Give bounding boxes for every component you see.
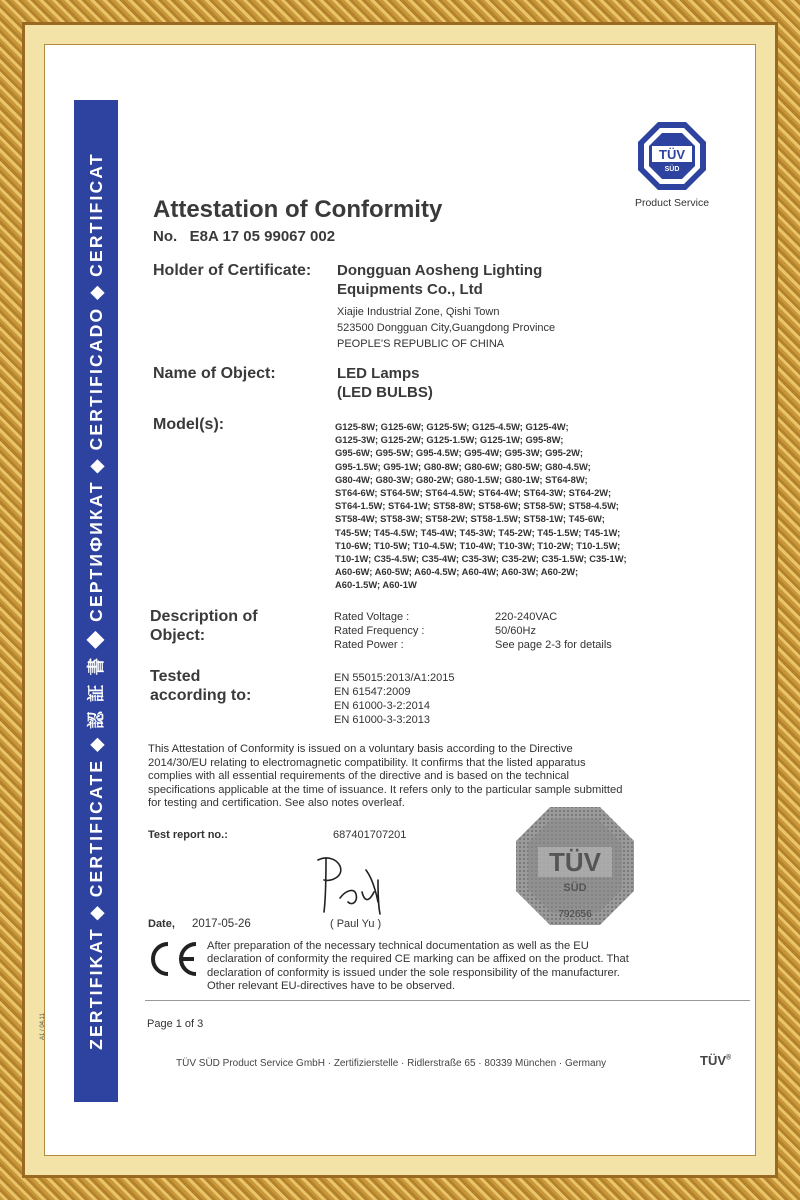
tested-label-line1: Tested [150, 668, 201, 685]
model-line: A60-1.5W; A60-1W [335, 579, 417, 591]
object-name-line2: (LED BULBS) [337, 384, 433, 401]
description-label-line2: Object: [150, 627, 206, 644]
models-list [335, 420, 627, 592]
seal-text-sud: SÜD [563, 882, 587, 894]
test-report-number: 687401707201 [333, 829, 407, 841]
rated-frequency-value: 50/60Hz [495, 625, 536, 637]
model-line: G95-6W; G95-5W; G95-4.5W; G95-4W; G95-3W; G95-2W; [335, 447, 583, 459]
holder-address-line2: 523500 Dongguan City,Guangdong Province [337, 322, 556, 334]
page-number: Page 1 of 3 [147, 1018, 204, 1030]
rated-frequency-key: Rated Frequency : [334, 625, 425, 637]
ce-line: Other relevant EU-directives have to be observed. [207, 980, 456, 993]
models-label: Model(s): [153, 416, 225, 433]
statement-line: This Attestation of Conformity is issued on a voluntary basis according to the Directive [148, 743, 573, 755]
tuv-sud-logo-icon [636, 120, 708, 192]
logo-text-sud: SÜD [664, 166, 680, 173]
ce-statement [207, 940, 629, 994]
model-line: ST64-6W; ST64-5W; ST64-4.5W; ST64-4W; ST64-3W; ST64-2W; [335, 487, 612, 499]
footer-logo [700, 1053, 731, 1068]
statement-line: specifications applicable at the time of issuance. It refers only to the particular sample submitted [148, 783, 623, 796]
description-label-line1: Description of [150, 608, 258, 625]
form-code: A1 / 04.11 [40, 1013, 46, 1040]
ce-mark-icon [146, 940, 200, 978]
footer-logo-text: TÜV [700, 1053, 726, 1068]
holder-name-line2: Equipments Co., Ltd [337, 281, 483, 298]
statement-line: for testing and certification. See also notes overleaf. [148, 797, 405, 810]
holder-address-line1: Xiajie Industrial Zone, Qishi Town [337, 306, 500, 318]
object-label: Name of Object: [153, 365, 276, 382]
date-label: Date, [148, 918, 175, 930]
conformity-statement [148, 743, 668, 811]
standard-item: EN 61000-3-2:2014 [334, 700, 431, 712]
model-line: T10-1W; C35-4.5W; C35-4W; C35-3W; C35-2W; C35-1.5W; C35-1W; [335, 553, 627, 565]
standard-item: EN 61547:2009 [334, 686, 411, 698]
footer-logo-reg: ® [726, 1054, 732, 1062]
model-line: A60-6W; A60-5W; A60-4.5W; A60-4W; A60-3W; A60-2W; [335, 566, 579, 578]
tested-label-line2: according to: [150, 687, 252, 704]
model-line: ST64-1.5W; ST64-1W; ST58-8W; ST58-6W; ST58-5W; ST58-4.5W; [335, 500, 619, 512]
holder-name-line1: Dongguan Aosheng Lighting [337, 262, 543, 279]
rated-power-key: Rated Power : [334, 639, 404, 651]
model-line: G125-8W; G125-6W; G125-5W; G125-4.5W; G125-4W; [335, 421, 569, 432]
signer-name: ( Paul Yu ) [330, 918, 382, 930]
side-band-text: ZERTIFIKAT ◆ CERTIFICATE ◆ 認 証 書 ◆ СЕРТИФИКАТ ◆ CERTIFICADO ◆ CERTIFICAT [86, 152, 106, 1050]
model-line: T10-6W; T10-5W; T10-4.5W; T10-4W; T10-3W; T10-2W; T10-1.5W; [335, 539, 621, 551]
standard-item: EN 55015:2013/A1:2015 [334, 672, 455, 684]
logo-caption: Product Service [634, 197, 710, 209]
date-value: 2017-05-26 [192, 918, 251, 930]
test-report-label: Test report no.: [148, 829, 228, 841]
footer-divider [145, 1000, 750, 1001]
hologram-seal-icon [514, 805, 636, 927]
seal-text-tuv: TÜV [549, 847, 601, 877]
ce-line: declaration of conformity the required CE marking can be affixed on the product. That [207, 953, 629, 966]
model-line: G95-1.5W; G95-1W; G80-8W; G80-6W; G80-5W; G80-4.5W; [335, 460, 591, 472]
rated-voltage-value: 220-240VAC [495, 611, 558, 623]
model-line: G125-3W; G125-2W; G125-1.5W; G125-1W; G95-8W; [335, 434, 564, 446]
logo-text-tuv: TÜV [659, 147, 685, 162]
rated-voltage-key: Rated Voltage : [334, 611, 410, 623]
holder-label: Holder of Certificate: [153, 262, 312, 279]
holder-address-line3: PEOPLE'S REPUBLIC OF CHINA [337, 338, 505, 350]
object-name-line1: LED Lamps [337, 365, 420, 382]
model-line: T45-5W; T45-4.5W; T45-4W; T45-3W; T45-2W; T45-1.5W; T45-1W; [335, 526, 621, 538]
ce-line: declaration of conformity is issued under the sole responsibility of the manufacturer. [207, 966, 620, 979]
statement-line: complies with all essential requirements of the directive and is based on the technical [148, 770, 570, 783]
ce-line: After preparation of the necessary technical documentation as well as the EU [207, 940, 589, 952]
document-title: Attestation of Conformity [153, 196, 443, 223]
standard-item: EN 61000-3-3:2013 [334, 714, 431, 726]
standards-list [334, 671, 455, 727]
signature-icon [312, 852, 392, 918]
footer-address: TÜV SÜD Product Service GmbH · Zertifizierstelle · Ridlerstraße 65 · 80339 München · Germany [176, 1058, 607, 1069]
model-line: ST58-4W; ST58-3W; ST58-2W; ST58-1.5W; ST58-1W; T45-6W; [335, 513, 605, 525]
model-line: G80-4W; G80-3W; G80-2W; G80-1.5W; G80-1W; ST64-8W; [335, 473, 588, 485]
certificate-number: No. E8A 17 05 99067 002 [153, 228, 336, 245]
rated-power-value: See page 2-3 for details [495, 639, 612, 651]
statement-line: 2014/30/EU relating to electromagnetic compatibility. It confirms that the listed apparatus [148, 756, 586, 769]
seal-number: 792656 [558, 909, 592, 920]
